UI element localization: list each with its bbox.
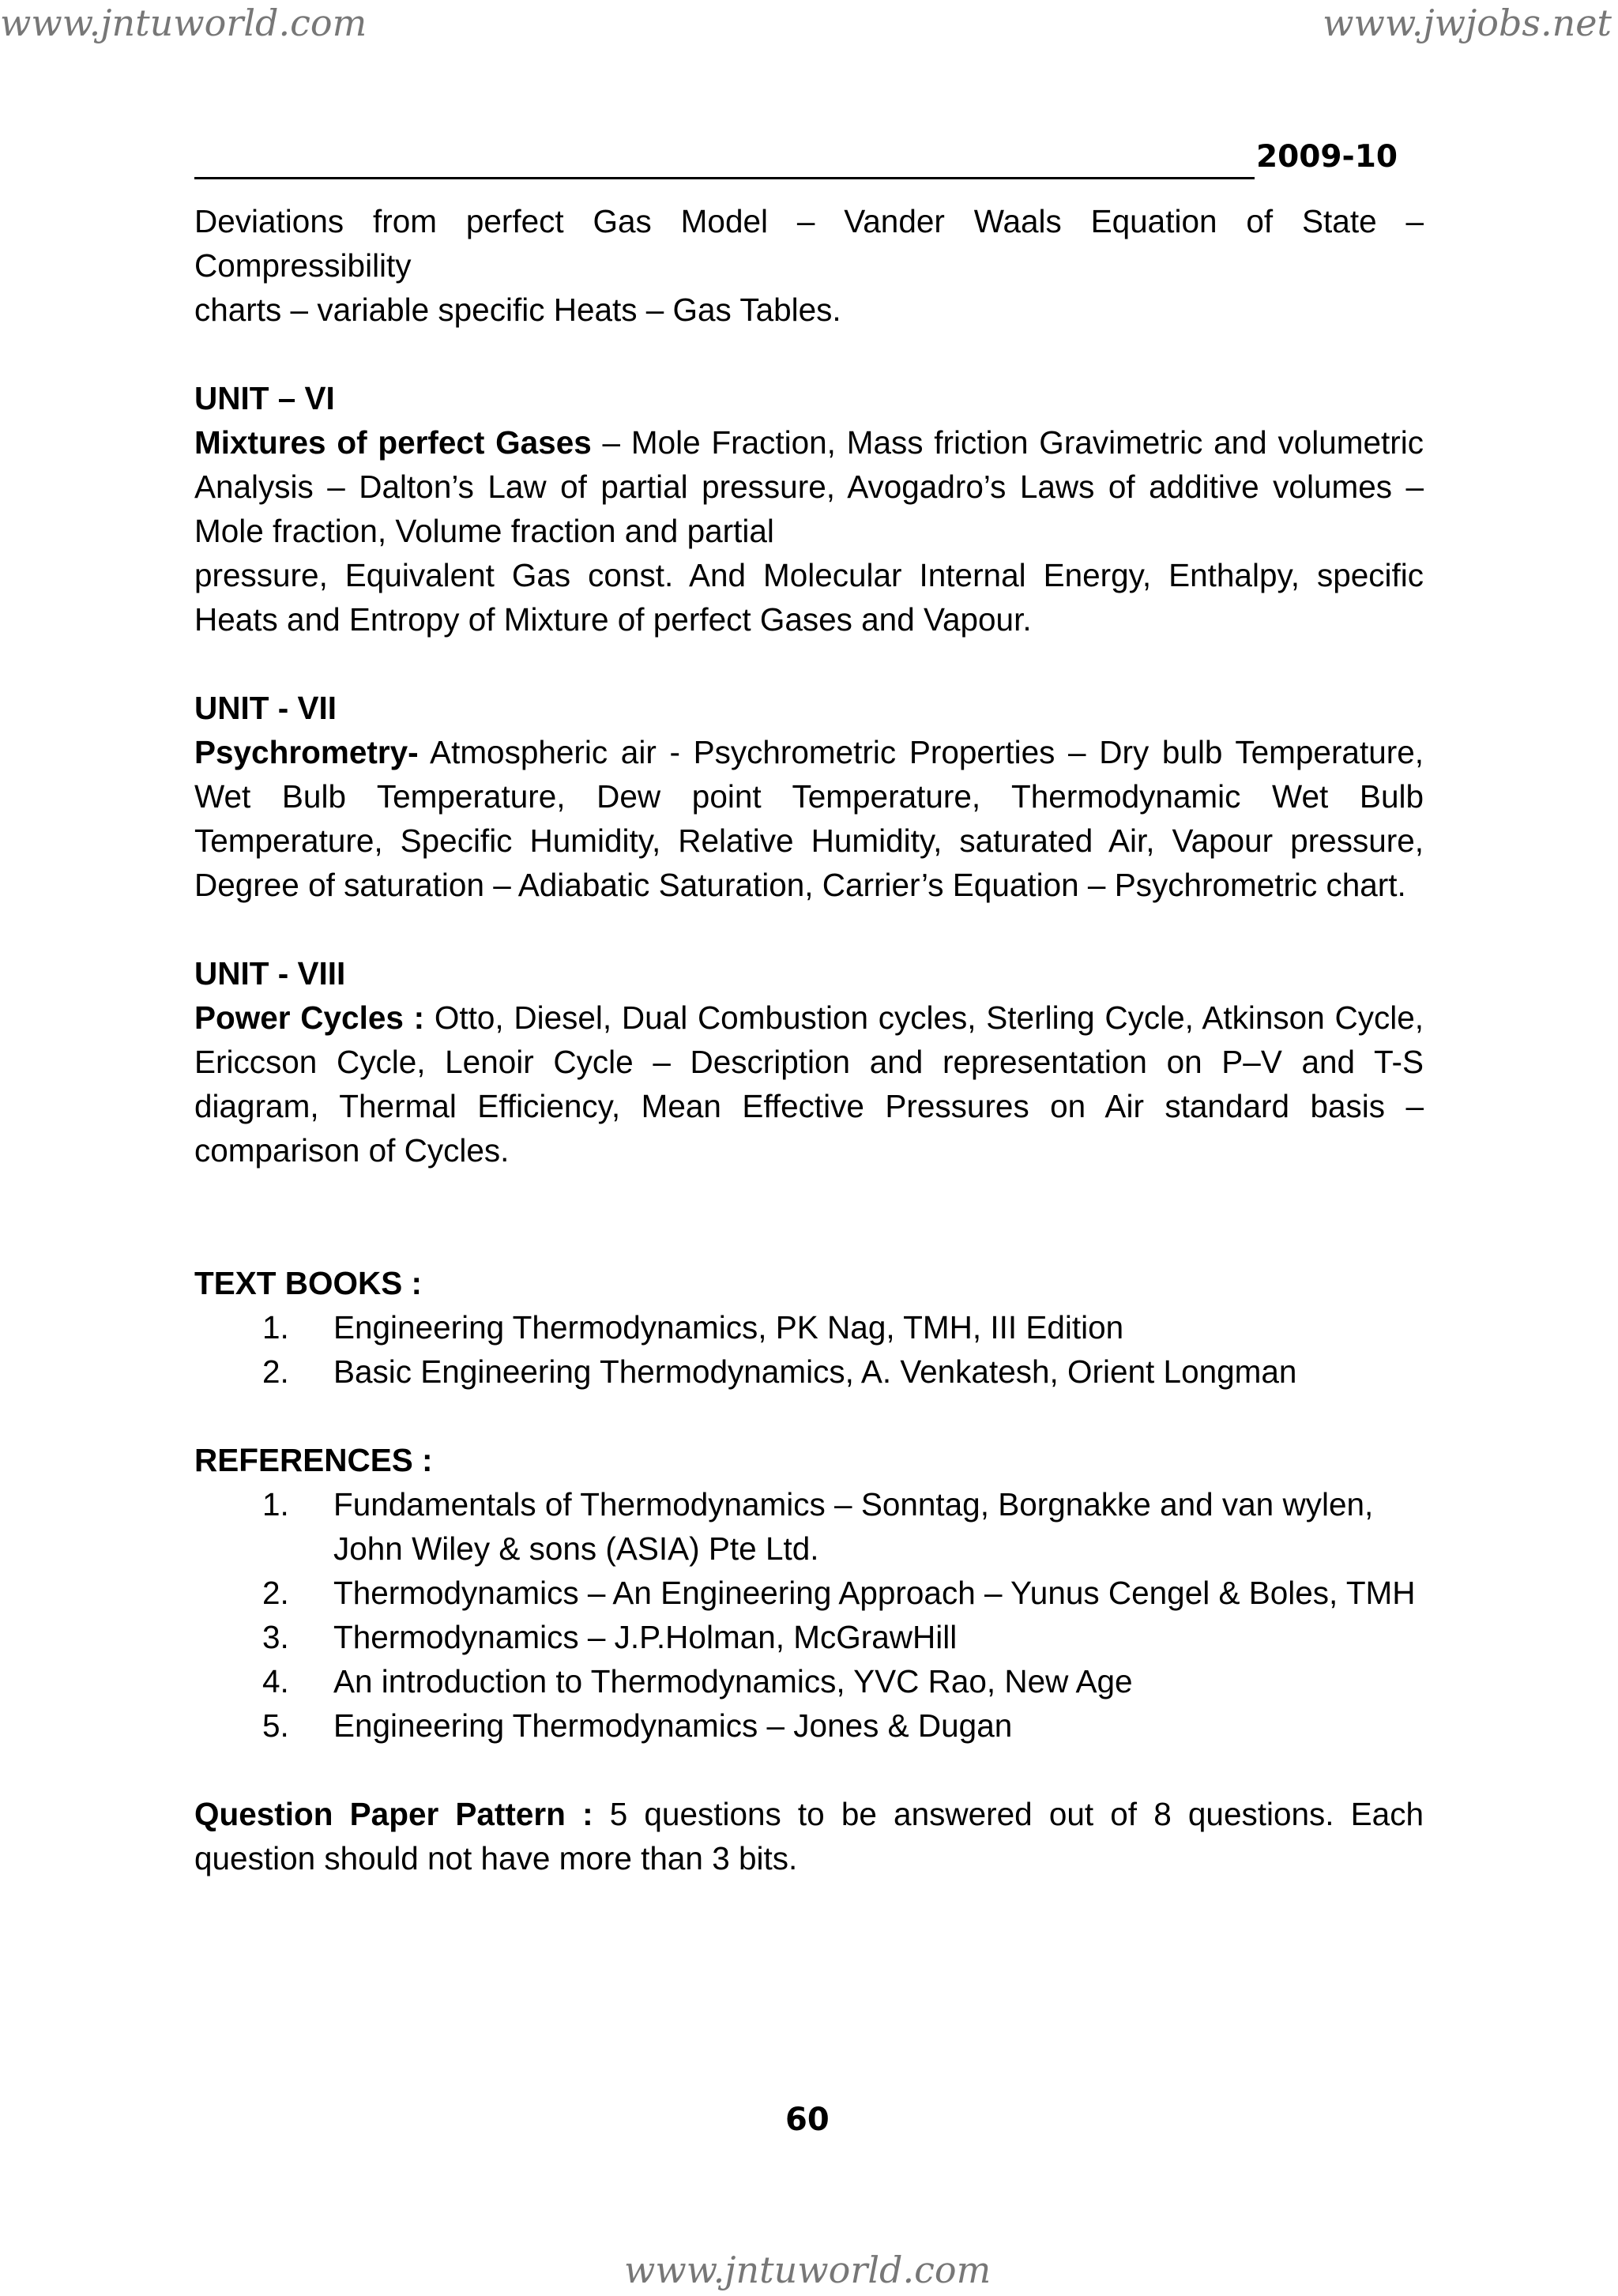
textbook-title: Basic Engineering Thermodynamics, A. Venkatesh, Orient Longman bbox=[333, 1353, 1297, 1390]
list-number: 3. bbox=[262, 1619, 289, 1655]
list-number: 4. bbox=[262, 1663, 289, 1699]
unit-7-lead: Psychrometry- bbox=[194, 734, 419, 770]
unit-6-lead: Mixtures of perfect Gases bbox=[194, 424, 592, 461]
intro-line-2: charts – variable specific Heats – Gas Tables. bbox=[194, 292, 841, 328]
spacer bbox=[194, 907, 1424, 951]
list-number: 1. bbox=[262, 1486, 289, 1523]
spacer bbox=[194, 1748, 1424, 1792]
list-number: 1. bbox=[262, 1309, 289, 1346]
unit-7-heading: UNIT - VII bbox=[194, 690, 337, 726]
unit-8-lead: Power Cycles : bbox=[194, 999, 425, 1036]
reference-line-2: John Wiley & sons (ASIA) Pte Ltd. bbox=[333, 1530, 819, 1567]
list-number: 2. bbox=[262, 1353, 289, 1390]
unit-6-heading: UNIT – VI bbox=[194, 380, 335, 416]
unit-7-text: Atmospheric air - Psychrometric Properties – Dry bulb Temperature, Wet Bulb Temperature, Dew point Temperature, Thermodynamic Wet Bulb Temperature, Specific Humidity, Relative Humidity, saturated Air, Vapour pressure, Degree of saturation – Adiabatic Saturation, Carrier’s Equation – Psychrometric chart. bbox=[194, 734, 1424, 903]
spacer bbox=[194, 1172, 1424, 1261]
references-heading: REFERENCES : bbox=[194, 1442, 433, 1478]
intro-line-1: Deviations from perfect Gas Model – Vander Waals Equation of State – Compressibility bbox=[194, 203, 1424, 284]
watermark-bottom: www.jntuworld.com bbox=[624, 2249, 991, 2291]
header-rule bbox=[194, 177, 1255, 179]
unit-6-text-1: – Mole Fraction, Mass friction Gravimetric and volumetric Analysis – Dalton’s Law of partial pressure, Avogadro’s Laws of additive volumes – Mole fraction, Volume fraction and partial bbox=[194, 424, 1424, 549]
question-pattern-lead: Question Paper Pattern : bbox=[194, 1796, 593, 1832]
reference-item bbox=[194, 1571, 1424, 1615]
unit-8-heading: UNIT - VIII bbox=[194, 955, 346, 992]
textbook-title: Engineering Thermodynamics, PK Nag, TMH, III Edition bbox=[333, 1309, 1124, 1346]
watermark-top-left: www.jntuworld.com bbox=[0, 2, 367, 44]
unit-7-paragraph bbox=[194, 730, 1424, 907]
reference-item bbox=[194, 1659, 1424, 1703]
reference-line-1: Fundamentals of Thermodynamics – Sonntag, Borgnakke and van wylen, bbox=[333, 1486, 1374, 1523]
textbook-item bbox=[194, 1349, 1424, 1394]
unit-8-paragraph bbox=[194, 996, 1424, 1172]
references-list bbox=[194, 1482, 1424, 1748]
unit-6-paragraph-1 bbox=[194, 420, 1424, 553]
reference-title: Thermodynamics – An Engineering Approach – Yunus Cengel & Boles, TMH bbox=[333, 1575, 1416, 1611]
question-pattern-paragraph bbox=[194, 1792, 1424, 1880]
page-number: 60 bbox=[785, 2102, 830, 2138]
textbooks-heading: TEXT BOOKS : bbox=[194, 1265, 423, 1301]
unit-8-text: Otto, Diesel, Dual Combustion cycles, Sterling Cycle, Atkinson Cycle, Ericcson Cycle, Lenoir Cycle – Description and representation on P–V and T-S diagram, Thermal Efficiency, Mean Effective Pressures on Air standard basis – comparison of Cycles. bbox=[194, 999, 1424, 1169]
list-number: 5. bbox=[262, 1707, 289, 1744]
spacer bbox=[194, 332, 1424, 376]
list-number: 2. bbox=[262, 1575, 289, 1611]
header-year: 2009-10 bbox=[1256, 139, 1398, 175]
spacer bbox=[194, 1394, 1424, 1438]
spacer bbox=[194, 642, 1424, 686]
watermark-top-right: www.jwjobs.net bbox=[1323, 2, 1612, 44]
reference-title: Engineering Thermodynamics – Jones & Dugan bbox=[333, 1707, 1013, 1744]
textbook-item bbox=[194, 1305, 1424, 1349]
reference-title: Thermodynamics – J.P.Holman, McGrawHill bbox=[333, 1619, 958, 1655]
reference-title: An introduction to Thermodynamics, YVC Rao, New Age bbox=[333, 1663, 1133, 1699]
reference-item bbox=[194, 1482, 1424, 1571]
reference-item bbox=[194, 1615, 1424, 1659]
unit-6-paragraph-2: pressure, Equivalent Gas const. And Molecular Internal Energy, Enthalpy, specific Heats and Entropy of Mixture of perfect Gases and Vapour. bbox=[194, 557, 1424, 638]
textbooks-list bbox=[194, 1305, 1424, 1394]
syllabus-content bbox=[194, 199, 1424, 1880]
question-pattern-text: 5 questions to be answered out of 8 questions. Each question should not have more than 3 bits. bbox=[194, 1796, 1424, 1876]
reference-item bbox=[194, 1703, 1424, 1748]
